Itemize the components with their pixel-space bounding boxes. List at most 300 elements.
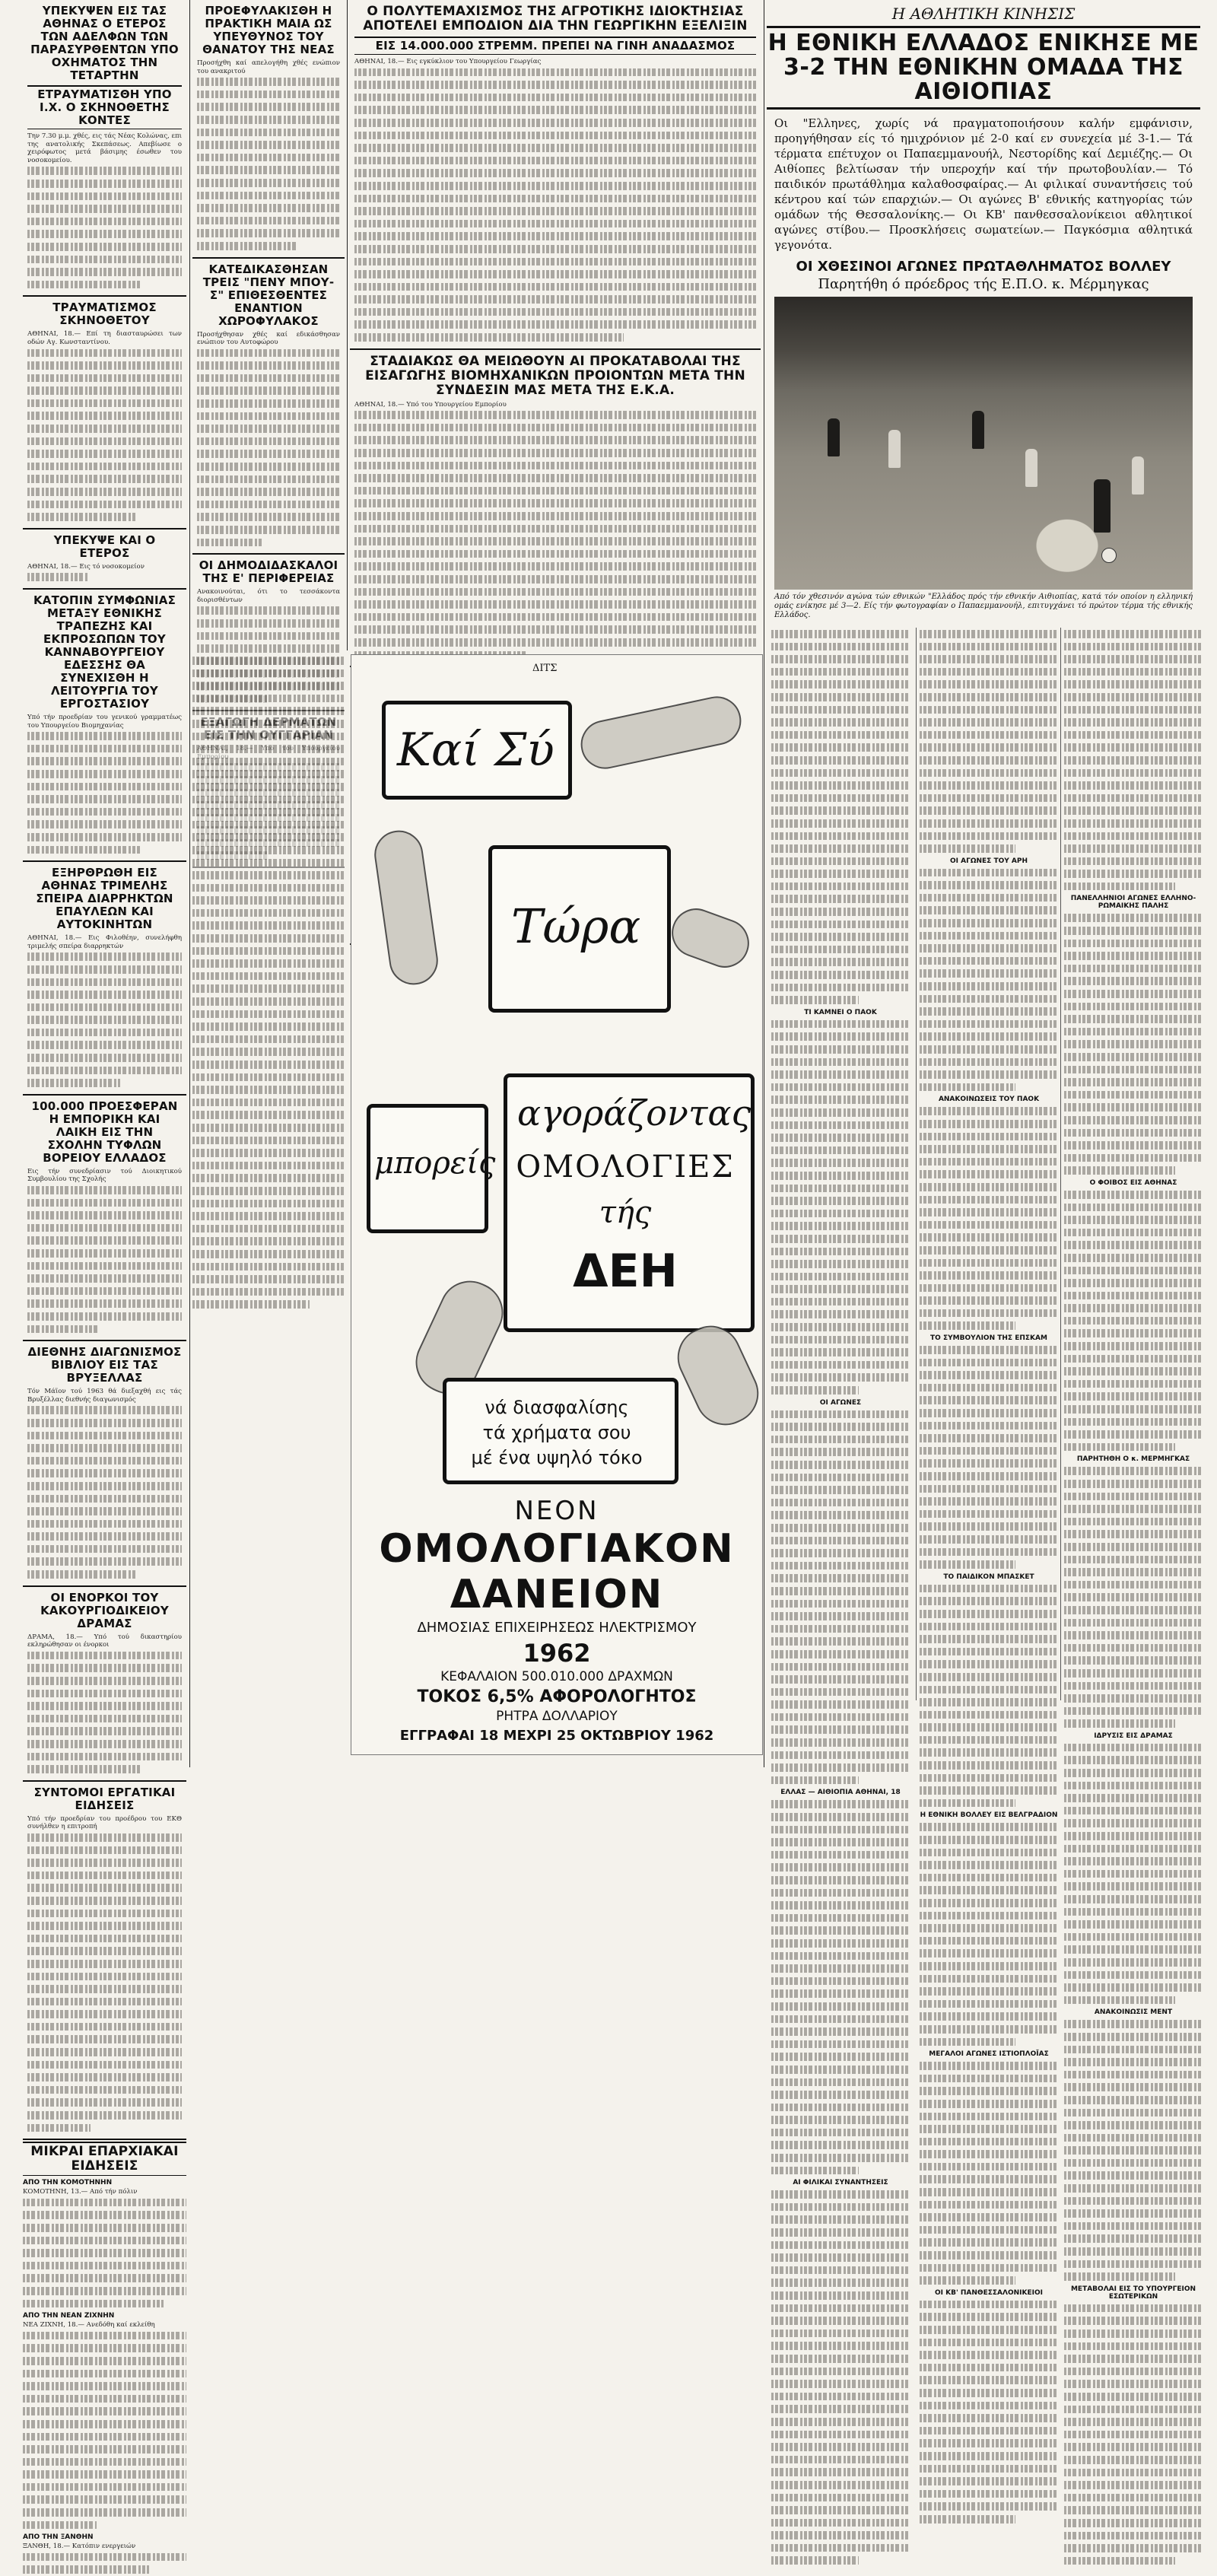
text-line: [771, 1962, 910, 1975]
text-line: [197, 227, 340, 240]
text-line: [27, 988, 182, 1001]
text-line: [920, 2085, 1058, 2097]
text-line: [192, 717, 345, 730]
text-line: [771, 2013, 910, 2026]
text-line: [197, 422, 340, 435]
story-lead: Προσήχθη καί απελογήθη χθές ενώπιον του ανακριτού: [197, 59, 340, 75]
text-line: [771, 2289, 910, 2302]
text-line: [1064, 2056, 1203, 2069]
text-line: [27, 1430, 182, 1442]
ad-year: 1962: [523, 1639, 591, 1668]
text-line: [1064, 1127, 1203, 1140]
text-line: [920, 2387, 1058, 2399]
text-line: [771, 930, 910, 943]
text-line: [1064, 1064, 1203, 1077]
text-line: [771, 1232, 910, 1245]
ad-phrase-mporeis: μπορείς: [374, 1146, 496, 1181]
text-line: [1064, 2169, 1203, 2182]
text-line: [27, 1713, 182, 1725]
text-line: [920, 980, 1058, 993]
text-line: [1064, 666, 1203, 679]
text-line: [354, 409, 756, 421]
text-line: [1064, 1541, 1203, 1554]
text-line: [771, 1849, 910, 1862]
text-line: [920, 2412, 1058, 2425]
text-line: [354, 154, 756, 167]
text-line: [23, 2519, 97, 2532]
text-line: [920, 2097, 1058, 2110]
text-line: [27, 384, 182, 397]
text-line: [27, 227, 182, 240]
text-line: [1064, 704, 1203, 717]
sports-columns: [767, 623, 1200, 2301]
text-line: [354, 205, 756, 218]
text-line: [197, 177, 340, 189]
text-line: [27, 240, 182, 253]
text-line: [192, 1045, 345, 1058]
text-line: [1064, 2220, 1203, 2233]
text-line: [27, 164, 182, 177]
text-line: [920, 1520, 1058, 1533]
ad-tagline-3: μέ ένα υψηλό τόκο: [471, 1447, 643, 1468]
text-line: [771, 2479, 910, 2492]
text-line: [1064, 987, 1203, 1000]
text-line: [920, 2148, 1058, 2161]
text-line: [771, 2264, 910, 2277]
text-line: [920, 792, 1058, 805]
text-line: [354, 91, 756, 104]
text-line: [1064, 2094, 1203, 2107]
text-line: [1064, 1403, 1203, 1416]
text-line: [1064, 2232, 1203, 2245]
text-line: [920, 830, 1058, 843]
text-line: [27, 2046, 182, 2059]
text-line: [192, 679, 345, 692]
text-line: [1064, 1931, 1203, 1944]
text-line: [920, 817, 1058, 830]
text-line: [920, 1533, 1058, 1546]
text-line: [771, 2327, 910, 2340]
text-line: [23, 2481, 186, 2494]
text-line: [1064, 678, 1203, 691]
text-line: [920, 2023, 1058, 2036]
text-line: [1064, 1566, 1203, 1579]
text-line: [771, 1623, 910, 1636]
text-line: [920, 1181, 1058, 1194]
news-story: [23, 590, 186, 862]
news-story: [23, 1096, 186, 1341]
text-line: [27, 1881, 182, 1894]
story-lead: ΑΘΗΝΑΙ, 18.— Εις τό νοσοκομείον: [27, 562, 145, 571]
text-line: [27, 2071, 182, 2084]
text-line: [192, 1235, 345, 1248]
text-line: [920, 1746, 1058, 1759]
text-line: [920, 1206, 1058, 1219]
text-line: [27, 1480, 182, 1493]
text-line: [354, 434, 756, 447]
text-line: [23, 2393, 186, 2406]
text-line: [192, 806, 345, 819]
text-line: [1064, 2107, 1203, 2120]
text-line: [1064, 962, 1203, 975]
column-second: [192, 0, 345, 650]
text-line: [197, 604, 340, 617]
ad-capital: ΚΕΦΑΛΑΙΟΝ 500.010.000 ΔΡΑΧΜΩΝ: [440, 1669, 673, 1684]
text-line: [771, 1648, 910, 1661]
text-line: [27, 806, 182, 819]
text-line: [197, 138, 340, 151]
text-line: [27, 1493, 182, 1506]
text-line: [771, 2302, 910, 2315]
text-line: [920, 1018, 1058, 1031]
story-headline: Ο ΠΟΛΥΤΕΜΑΧΙΣΜΟΣ ΤΗΣ ΑΓΡΟΤΙΚΗΣ ΙΔΙΟΚΤΗΣΙΑΣ ΑΠΟΤΕΛΕΙ ΕΜΠΟΔΙΟΝ ΔΙΑ ΤΗΝ ΓΕΩΡΓΙΚΗΝ ΕΞΕΛΙΞΙΝ: [363, 4, 748, 33]
text-line: [192, 743, 345, 755]
text-line: [27, 1013, 182, 1026]
text-line: [1064, 2314, 1203, 2327]
text-line: [771, 1912, 910, 1925]
text-line: [920, 666, 1058, 679]
text-line: [27, 1026, 182, 1039]
text-line: [920, 1495, 1058, 1508]
text-line: [920, 2136, 1058, 2148]
text-line: [920, 993, 1058, 1006]
text-line: [27, 1543, 182, 1556]
text-line: [771, 1156, 910, 1169]
text-line: [920, 2123, 1058, 2136]
text-line: [1064, 2132, 1203, 2145]
text-line: [771, 729, 910, 742]
story-headline: ΣΤΑΔΙΑΚΩΣ ΘΑ ΜΕΙΩΘΟΥΝ ΑΙ ΠΡΟΚΑΤΑΒΟΛΑΙ ΤΗΣ ΕΙΣΑΓΩΓΗΣ ΒΙΟΜΗΧΑΝΙΚΩΝ ΠΡΟΙΟΝΤΩΝ ΜΕΤΑ ΤΗΝ ΣΥΝΔΕΣΙΝ ΜΑΣ ΜΕΤΑ ΤΗΣ Ε.Κ.Α.: [365, 353, 745, 398]
text-line: [27, 1530, 182, 1543]
text-line: [1064, 1000, 1203, 1013]
story-lead: Τόν Μάϊον τού 1963 θά διεξαχθή εις τάς Βρυξέλλας διεθνής διαγωνισμός: [27, 1388, 182, 1404]
sports-lead: Οι "Ελληνες, χωρίς νά πραγματοποιήσουν καλήν εμφάνισιν, προηγήθησαν είς τό ημιχρόνιον μέ 2-0 καί εν συνεχεία μέ 3-1.— Τά τέρματα επέτυχον οι Παπαεμμανουήλ, Νεστορίδης καί Δεμιέζης.— Οι Αιθίοπες βελτίωσαν τήν υπεροχήν καί τήν πρωτοβουλίαν.— Τό παιδικόν πρωτάθλημα καλαθοσφαίρας.— Αι φιλικαί συναντήσεις τού κέντρου καί τών επαρχιών.— Οι αγώνες Β' εθνικής κατηγορίας τών ομάδων τής Θεσσαλονίκης.— Οι ΚΒ' πανθεσσαλονίκειοι αθλητικοί αγώνες στίβου.— Προσκλήσεις σωματείων.— Παγκόσμια αθλητικά γεγονότα.: [774, 116, 1193, 252]
text-line: [354, 167, 756, 180]
text-line: [27, 1662, 182, 1674]
pointing-hand-icon: [665, 902, 756, 975]
text-line: [1064, 2530, 1203, 2543]
text-line: [354, 66, 756, 79]
text-line: [197, 100, 340, 113]
text-line: [192, 793, 345, 806]
text-line: [771, 2188, 910, 2201]
text-line: [1064, 1390, 1203, 1403]
text-line: [192, 1146, 345, 1159]
text-line: [771, 2000, 910, 2013]
text-line: [197, 642, 340, 655]
pointing-hand-icon: [371, 828, 441, 988]
text-line: [354, 421, 756, 434]
ad-phrase-deh: ΔΕΗ: [573, 1245, 678, 1298]
text-line: [920, 1897, 1058, 1910]
text-line: [920, 1973, 1058, 1986]
text-line: [27, 571, 89, 584]
text-line: [920, 1131, 1058, 1143]
text-line: [1064, 1026, 1203, 1038]
text-line: [920, 741, 1058, 754]
text-line: [1064, 691, 1203, 704]
text-line: [192, 894, 345, 907]
text-line: [1064, 1290, 1203, 1302]
text-line: [197, 510, 340, 523]
sports-subheading: ΠΑΡΗΤΗΘΗ Ο κ. ΜΕΡΜΗΓΚΑΣ: [1076, 1455, 1190, 1464]
ad-tagline-2: τά χρήματα σου: [482, 1422, 631, 1443]
text-line: [192, 869, 345, 882]
ad-rate: ΤΟΚΟΣ 6,5% ΑΦΟΡΟΛΟΓΗΤΟΣ: [417, 1687, 697, 1706]
text-line: [920, 704, 1058, 717]
text-line: [771, 1194, 910, 1207]
text-line: [27, 793, 182, 806]
text-line: [771, 2517, 910, 2530]
text-line: [1064, 641, 1203, 654]
text-line: [920, 1759, 1058, 1772]
text-line: [1064, 779, 1203, 792]
text-line: [192, 831, 345, 844]
text-line: [920, 1922, 1058, 1935]
text-line: [23, 2196, 186, 2209]
text-line: [920, 754, 1058, 767]
text-line: [27, 1077, 120, 1089]
text-line: [27, 498, 182, 511]
text-line: [771, 1445, 910, 1458]
text-line: [27, 1568, 137, 1581]
text-line: [771, 1509, 910, 1522]
text-line: [27, 278, 140, 291]
text-line: [27, 1247, 182, 1260]
text-line: [354, 586, 756, 599]
text-line: [771, 2529, 910, 2542]
text-line: [771, 1824, 910, 1837]
text-line: [920, 1910, 1058, 1922]
text-line: [771, 1761, 910, 1774]
text-line: [771, 867, 910, 880]
text-line: [192, 654, 345, 667]
text-line: [771, 1774, 859, 1787]
text-line: [771, 691, 910, 704]
text-line: [771, 2050, 910, 2063]
text-line: [192, 882, 345, 895]
text-line: [920, 842, 1015, 855]
text-line: [197, 75, 340, 88]
text-line: [771, 1749, 910, 1762]
text-line: [771, 653, 910, 666]
text-line: [920, 1884, 1058, 1897]
text-line: [771, 1975, 910, 1988]
text-line: [920, 2072, 1058, 2085]
text-line: [192, 970, 345, 983]
text-line: [771, 2454, 910, 2466]
ad-phrase-tora: Τώρα: [511, 898, 641, 954]
text-line: [1064, 2081, 1203, 2094]
story-lead: ΔΡΑΜΑ, 18.— Υπό τού δικαστηρίου εκληρώθησαν οι ένορκοι: [27, 1633, 182, 1649]
text-line: [771, 1308, 910, 1321]
text-line: [920, 2488, 1058, 2501]
text-line: [771, 1207, 910, 1220]
news-story: [192, 0, 345, 259]
text-line: [27, 781, 182, 793]
text-line: [1064, 1843, 1203, 1856]
text-line: [192, 1223, 345, 1236]
text-line: [23, 2330, 186, 2342]
ad-phrase-kai-sy: Καί Σύ: [397, 724, 554, 777]
text-line: [1064, 1792, 1203, 1805]
text-line: [1064, 1579, 1203, 1592]
text-line: [771, 1258, 910, 1271]
text-line: [1064, 2245, 1203, 2258]
text-line: [771, 1950, 910, 1963]
text-line: [27, 372, 182, 385]
text-line: [197, 397, 340, 410]
text-line: [27, 1555, 182, 1568]
text-line: [920, 879, 1058, 892]
text-line: [920, 767, 1058, 780]
text-line: [27, 976, 182, 989]
text-line: [1064, 1754, 1203, 1767]
text-line: [920, 2036, 1015, 2049]
sports-subheading: ΜΕΓΑΛΟΙ ΑΓΩΝΕΣ ΙΣΤΙΟΠΛΟΪΑΣ: [929, 2050, 1049, 2059]
text-line: [771, 943, 910, 956]
text-line: [197, 126, 340, 139]
text-line: [771, 956, 910, 968]
story-headline: ΔΙΕΘΝΗΣ ΔΙΑΓΩΝΙΣΜΟΣ ΒΙΒΛΙΟΥ ΕΙΣ ΤΑΣ ΒΡΥΞΕΛΛΑΣ: [27, 1345, 182, 1385]
text-line: [27, 1272, 182, 1285]
text-line: [771, 767, 910, 780]
text-line: [1064, 1340, 1203, 1353]
text-line: [771, 1220, 910, 1232]
story-lead: Προσήχθησαν χθές καί εδικάσθησαν ενώπιον του Αυτοφώρου: [197, 330, 340, 347]
story-lead: Την 7.30 μ.μ. χθές, εις τάς Νέας Κολώνας, επι της ανατολικής Σκεπάσεως. Απεβίωσε ο χειρόφωτος μετά βάσιμης έσωθεν του νοσοκομείου.: [27, 132, 182, 164]
text-line: [920, 1394, 1058, 1407]
text-line: [920, 1420, 1058, 1433]
text-line: [192, 819, 345, 832]
text-line: [920, 2437, 1058, 2450]
text-line: [771, 1937, 910, 1950]
text-line: [27, 1831, 182, 1844]
text-line: [920, 1833, 1058, 1846]
text-line: [354, 78, 756, 91]
text-line: [192, 768, 345, 781]
text-line: [771, 1043, 910, 1056]
text-line: [27, 831, 182, 844]
text-line: [1064, 2415, 1203, 2428]
text-line: [771, 905, 910, 918]
sports-text-column: [771, 628, 910, 2187]
provincial-lead: ΚΟΜΟΤΗΝΗ, 13.— Από τήν πόλιν: [23, 2188, 138, 2196]
text-line: [920, 2199, 1058, 2212]
text-line: [771, 1334, 910, 1347]
text-line: [1064, 1805, 1203, 1818]
sports-kicker: Η ΑΘΛΗΤΙΚΗ ΚΙΝΗΣΙΣ: [891, 5, 1076, 23]
text-line: [771, 628, 910, 641]
text-line: [192, 692, 345, 705]
text-line: [354, 103, 756, 116]
text-line: [1064, 1717, 1175, 1730]
text-line: [27, 1932, 182, 1945]
text-line: [27, 447, 182, 460]
text-line: [1064, 2258, 1203, 2271]
text-line: [920, 2310, 1058, 2323]
story-headline: ΠΡΟΕΦΥΛΑΚΙΣΘΗ Η ΠΡΑΚΤΙΚΗ ΜΑΙΑ ΩΣ ΥΠΕΥΘΥΝΟΣ ΤΟΥ ΘΑΝΑΤΟΥ ΤΗΣ ΝΕΑΣ: [202, 4, 335, 56]
text-line: [920, 2236, 1058, 2249]
text-line: [1064, 2182, 1203, 2195]
text-line: [1064, 729, 1203, 742]
text-line: [771, 1610, 910, 1623]
text-line: [771, 1484, 910, 1496]
text-line: [771, 1572, 910, 1585]
text-line: [771, 1420, 910, 1433]
text-line: [920, 1608, 1058, 1620]
text-line: [1064, 2390, 1203, 2403]
text-line: [1064, 1956, 1203, 1969]
text-line: [771, 641, 910, 654]
text-line: [1064, 2555, 1175, 2568]
text-line: [354, 611, 756, 624]
text-line: [1064, 2542, 1203, 2555]
text-line: [27, 1467, 182, 1480]
text-line: [27, 1417, 182, 1430]
text-line: [27, 730, 182, 743]
news-story: [23, 1782, 186, 2140]
text-line: [23, 2443, 186, 2456]
text-line: [920, 1068, 1058, 1081]
text-line: [1064, 804, 1203, 817]
text-line: [27, 844, 140, 857]
text-line: [27, 510, 137, 523]
text-line: [771, 1698, 910, 1711]
story-lead: Υπό τήν προεδρίαν του προέδρου του ΕΚΘ συνήλθεν η επιτροπή: [27, 1814, 182, 1831]
news-story: [23, 1341, 186, 1587]
text-line: [1064, 1554, 1203, 1566]
sports-subheading: ΟΙ ΑΓΩΝΕΣ ΤΟΥ ΑΡΗ: [950, 857, 1028, 865]
text-line: [23, 2285, 186, 2298]
sports-subheading: ΤΟ ΠΑΙΔΙΚΟΝ ΜΠΑΣΚΕΤ: [943, 1573, 1034, 1581]
text-line: [771, 2126, 910, 2139]
text-line: [920, 1985, 1058, 1998]
text-line: [354, 598, 756, 611]
text-line: [1064, 975, 1203, 987]
text-line: [197, 473, 340, 486]
sports-subheading: ΑΝΑΚΟΙΝΩΣΙΣ ΜΕΝΤ: [1094, 2008, 1173, 2017]
story-lead: ΑΘΗΝΑΙ, 18.— Υπό του Υπουργείου Εμπορίου: [354, 400, 507, 409]
text-line: [771, 2113, 910, 2126]
text-line: [192, 1286, 345, 1299]
text-line: [27, 1184, 182, 1197]
text-line: [771, 1283, 910, 1296]
text-line: [27, 2109, 182, 2122]
text-line: [197, 88, 340, 101]
text-line: [354, 256, 756, 269]
text-line: [771, 1169, 910, 1182]
text-line: [920, 1582, 1058, 1595]
text-line: [1064, 855, 1203, 868]
text-line: [1064, 716, 1203, 729]
text-line: [1064, 2157, 1203, 2170]
text-line: [1064, 1201, 1203, 1214]
text-line: [771, 1560, 910, 1573]
text-line: [920, 1081, 1015, 1094]
provincial-lead: ΞΑΝΘΗ, 18.— Κατόπιν ενεργειών: [23, 2543, 136, 2551]
text-line: [1064, 1277, 1203, 1290]
text-line: [920, 1319, 1015, 1332]
text-line: [1064, 2479, 1203, 2492]
text-line: [27, 266, 182, 278]
text-line: [920, 1105, 1058, 1118]
ad-phrase-omologies: ΟΜΟΛΟΓΙΕΣ: [516, 1150, 735, 1185]
text-line: [771, 2504, 910, 2517]
text-line: [920, 1445, 1058, 1458]
text-line: [27, 397, 182, 410]
text-line: [27, 963, 182, 976]
